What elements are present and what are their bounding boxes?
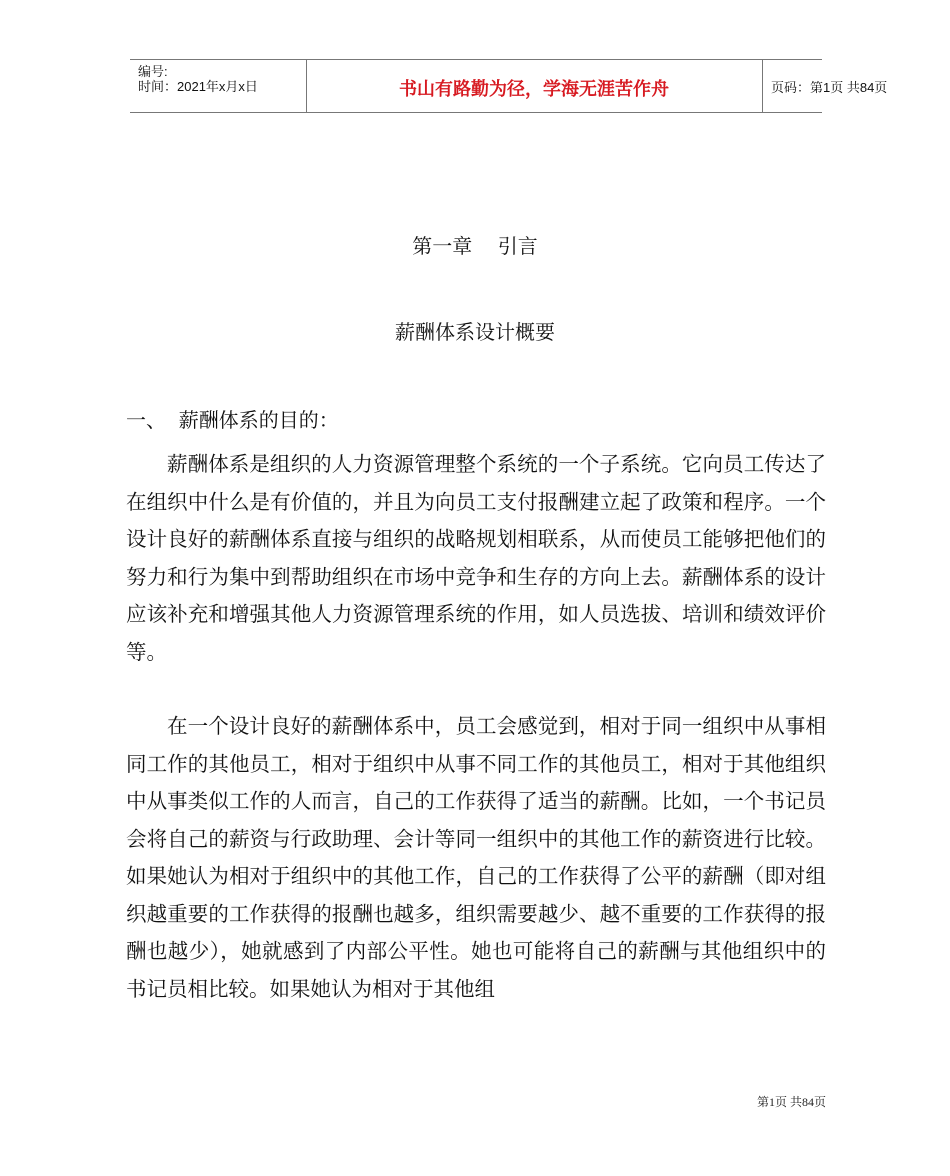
header-page-code: 页码：第1页 共84页 [771,80,888,95]
page-header [130,59,888,113]
chapter-title: 第一章 引言 [412,234,538,258]
document-subtitle: 薪酬体系设计概要 [395,320,555,344]
section-heading: 一、 薪酬体系的目的： [126,408,339,432]
header-motto: 书山有路勤为径，学海无涯苦作舟 [399,79,669,100]
document-date-label: 时间：2021年x月x日 [138,79,258,94]
paragraph-text: 薪酬体系是组织的人力资源管理整个系统的一个子系统。它向员工传达了在组织中什么是有价值的，并且为向员工支付报酬建立起了政策和程序。一个设计良好的薪酬体系直接与组织的战略规划相联系，从而使员工能够把他们的努力和行为集中到帮助组织在市场中竞争和生存的方向上去。薪酬体系的设计应该补充和增强其他人力资源管理系统的作用，如人员选拔、培训和绩效评价等。 [126,452,826,664]
header-motto-cell [306,60,763,112]
body-paragraph-1 [126,446,826,671]
paragraph-text: 在一个设计良好的薪酬体系中，员工会感觉到，相对于同一组织中从事相同工作的其他员工，相对于组织中从事不同工作的其他员工，相对于其他组织中从事类似工作的人而言，自己的工作获得了适当的薪酬。比如，一个书记员会将自己的薪资与行政助理、会计等同一组织中的其他工作的薪资进行比较。如果她认为相对于组织中的其他工作，自己的工作获得了公平的薪酬（即对组织越重要的工作获得的报酬也越多，组织需要越少、越不重要的工作获得的报酬也越少），她就感到了内部公平性。她也可能将自己的薪酬与其他组织中的书记员相比较。如果她认为相对于其他组 [126,714,826,1001]
page-footer: 第1页 共84页 [756,1095,826,1109]
header-page-cell [763,60,950,112]
document-number-label: 编号: [138,64,168,79]
body-paragraph-2 [126,708,826,1008]
header-meta-cell [130,60,307,112]
